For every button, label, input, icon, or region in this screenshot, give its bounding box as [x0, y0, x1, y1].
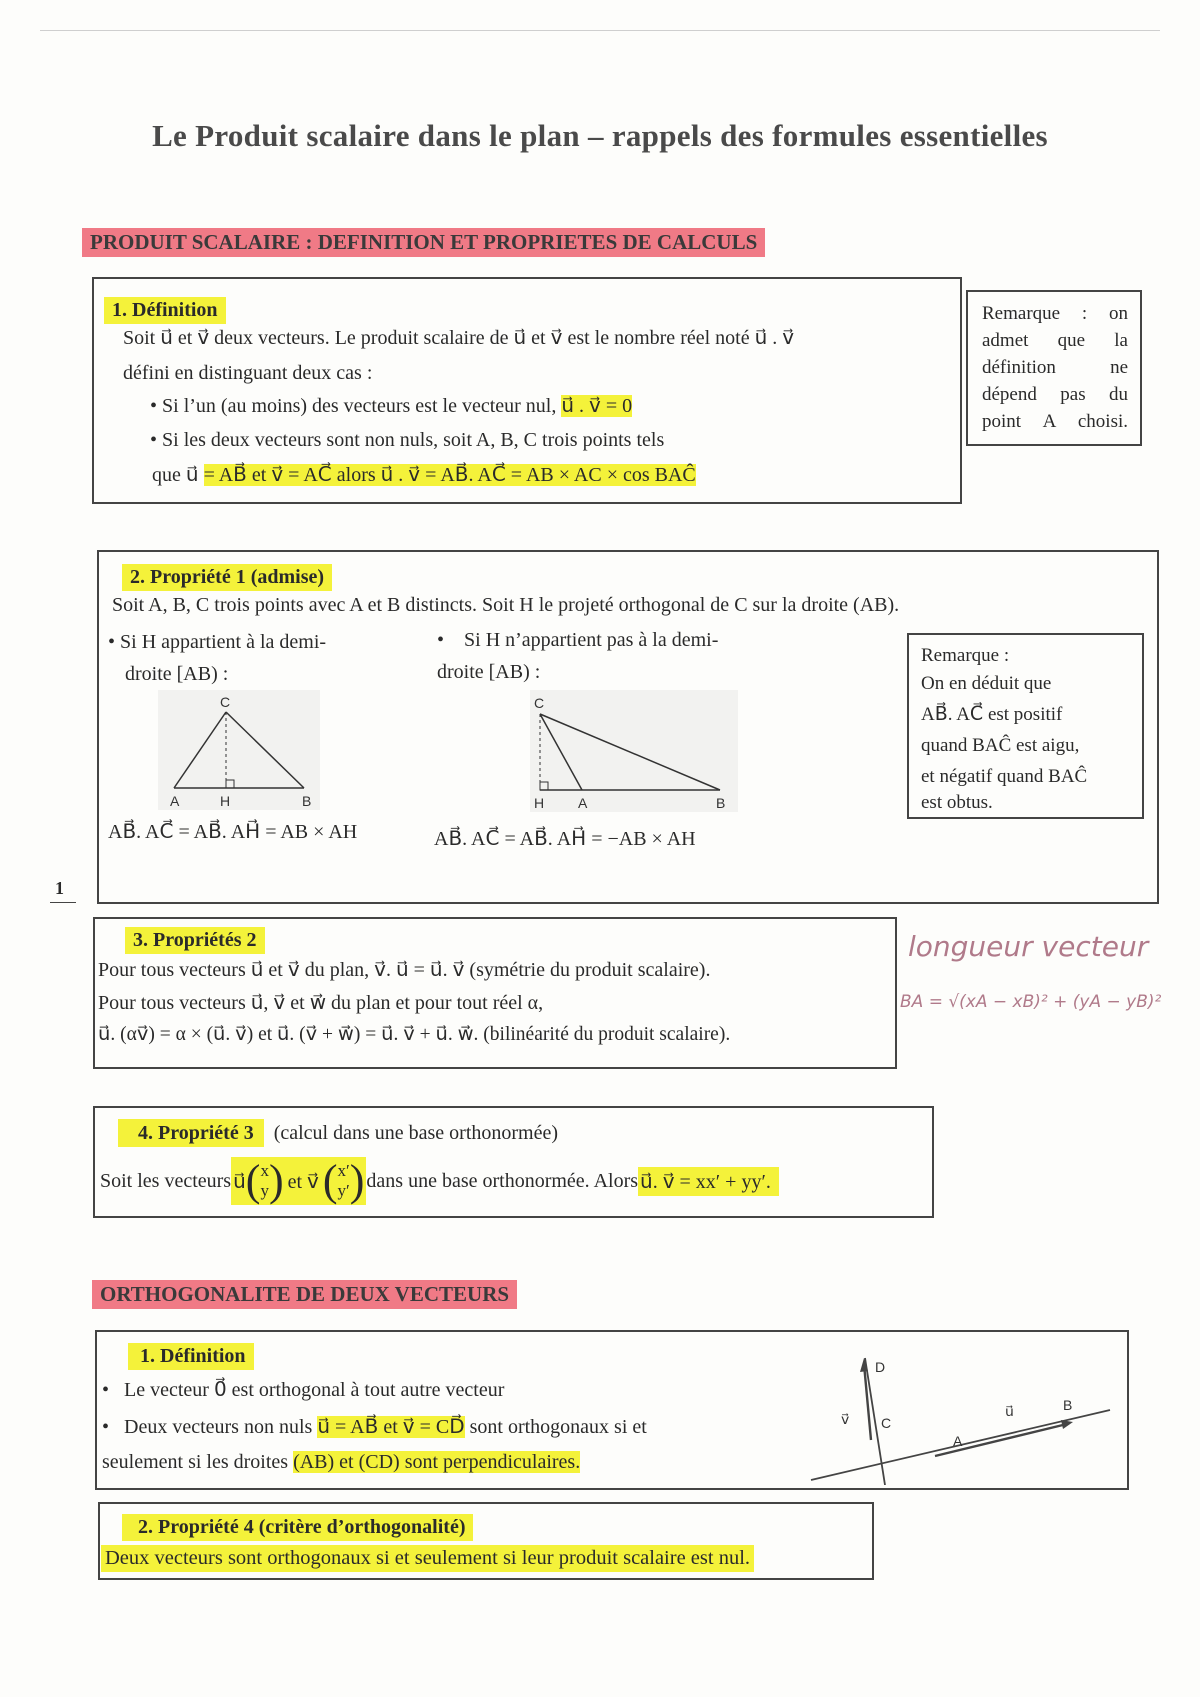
proprietes-2-heading: 3. Propriétés 2	[125, 927, 265, 954]
vector-u-column	[260, 1161, 269, 1201]
paren-open: (	[245, 1156, 261, 1205]
label-v: v⃗	[841, 1411, 850, 1427]
orthogonalite-bullet-1-text: Le vecteur 0⃗ est orthogonal à tout autre vecteur	[124, 1379, 505, 1401]
vector-v-column	[338, 1161, 350, 1201]
orthogonalite-line-3-pre: seulement si les droites	[102, 1451, 294, 1473]
propriete-3-post: dans une base orthonormée. Alors	[366, 1169, 639, 1192]
definition-formula: = AB⃗ et v⃗ = AC⃗ alors u⃗ . v⃗ = AB⃗. AC⃗ = AB × AC × cos BAĈ	[203, 464, 696, 486]
definition-bullet-1-formula: u⃗ . v⃗ = 0	[561, 395, 633, 417]
remark-1-text: Remarque : on admet que la définition ne dépend pas du point A choisi.	[982, 303, 1128, 432]
case-2-line-2: droite [AB) :	[437, 661, 541, 683]
page-title: Le Produit scalaire dans le plan – rappels des formules essentielles	[152, 118, 1048, 153]
case-1-line-1-text: Si H appartient à la demi-	[120, 631, 327, 653]
case-1-line-1	[108, 632, 326, 652]
propriete-1-intro: Soit A, B, C trois points avec A et B distincts. Soit H le projeté orthogonal de C sur la droite (AB).	[112, 594, 900, 616]
remark-2-line-4: quand BAĈ est aigu,	[921, 735, 1080, 756]
bullet-dot: •	[150, 429, 163, 451]
propriete-3-heading: 4. Propriété 3	[118, 1119, 264, 1147]
propriete-3-statement	[100, 1152, 779, 1210]
orthogonalite-bullet-1	[102, 1380, 504, 1400]
remark-box-2	[907, 633, 1144, 819]
paren-close: )	[349, 1156, 365, 1205]
vector-u-x: x	[260, 1161, 269, 1180]
label-a: A	[578, 795, 588, 811]
case-2-line-1-text: Si H n’appartient pas à la demi-	[464, 629, 719, 651]
definition-line-5-text: que u⃗	[152, 464, 204, 486]
orthogonalite-bullet-2-pre: Deux vecteurs non nuls	[124, 1416, 318, 1438]
propriete-3-heading-line	[118, 1123, 558, 1143]
remark-2-line-5: et négatif quand BAĈ	[921, 766, 1088, 787]
definition-bullet-2-text: Si les deux vecteurs sont non nuls, soit A, B, C trois points tels	[162, 429, 665, 451]
page-number-rule	[50, 902, 76, 903]
paren-close: )	[268, 1156, 284, 1205]
remark-2-line-6: est obtus.	[921, 792, 993, 813]
bullet-dot: •	[102, 1379, 125, 1401]
handwritten-note-title: longueur vecteur	[908, 930, 1149, 963]
remark-2-line-3: AB⃗. AC⃗ est positif	[921, 704, 1063, 725]
orthogonality-figure	[805, 1350, 1115, 1485]
propriete-4-text: Deux vecteurs sont orthogonaux si et seulement si leur produit scalaire est nul.	[101, 1545, 754, 1572]
definition-bullet-1	[150, 396, 632, 416]
proprietes-2-line-1: Pour tous vecteurs u⃗ et v⃗ du plan, v⃗. u⃗ = u⃗. v⃗ (symétrie du produit scalaire).	[98, 959, 711, 981]
vector-u-y: y	[260, 1181, 269, 1200]
vector-v-y: y′	[337, 1181, 350, 1200]
definition-line-1: Soit u⃗ et v⃗ deux vecteurs. Le produit scalaire de u⃗ et v⃗ est le nombre réel noté u⃗ . v⃗	[123, 327, 795, 349]
label-b: B	[716, 795, 726, 811]
definition-line-2: défini en distinguant deux cas :	[123, 362, 373, 384]
orthogonalite-line-3-highlight: (AB) et (CD) sont perpendiculaires.	[293, 1451, 581, 1473]
page-number: 1	[55, 878, 64, 898]
proprietes-2-line-2: Pour tous vecteurs u⃗, v⃗ et w⃗ du plan et pour tout réel α,	[98, 992, 544, 1014]
vector-u-coords	[231, 1157, 366, 1205]
label-a: A	[170, 793, 180, 809]
vector-u-label: u⃗	[233, 1170, 246, 1193]
paren-open: (	[322, 1156, 338, 1205]
section-heading-produit-scalaire: PRODUIT SCALAIRE : DEFINITION ET PROPRIETES DE CALCULS	[82, 228, 765, 257]
proprietes-2-line-3: u⃗. (αv⃗) = α × (u⃗. v⃗) et u⃗. (v⃗ + w⃗) = u⃗. v⃗ + u⃗. w⃗. (bilinéarité du produit scalaire).	[98, 1024, 731, 1045]
label-h: H	[220, 793, 231, 809]
propriete-3-note: (calcul dans une base orthonormée)	[273, 1122, 559, 1144]
triangle-figure-2	[530, 690, 738, 812]
propriete-1-formula-1: AB⃗. AC⃗ = AB⃗. AH⃗ = AB × AH	[108, 821, 358, 843]
case-1-line-2: droite [AB) :	[125, 663, 229, 685]
bullet-dot: •	[102, 1416, 125, 1438]
propriete-3-pre: Soit les vecteurs	[100, 1169, 232, 1192]
remark-2-line-2: On en déduit que	[921, 673, 1052, 694]
definition-heading: 1. Définition	[104, 297, 226, 324]
remark-2-line-1: Remarque :	[921, 645, 1010, 666]
orthogonalite-bullet-2-formula: u⃗ = AB⃗ et v⃗ = CD⃗	[317, 1416, 465, 1438]
label-b: B	[1063, 1397, 1073, 1413]
vector-u-arrowhead	[1061, 1420, 1073, 1429]
vector-v-x: x′	[337, 1161, 350, 1180]
bullet-dot: •	[437, 629, 465, 651]
orthogonalite-bullet-2	[102, 1417, 647, 1437]
propriete-1-formula-2: AB⃗. AC⃗ = AB⃗. AH⃗ = −AB × AH	[434, 828, 696, 850]
label-h: H	[534, 795, 545, 811]
orthogonalite-line-3	[102, 1452, 580, 1472]
figure-1-background	[158, 690, 320, 810]
label-d: D	[875, 1359, 886, 1375]
label-b: B	[302, 793, 312, 809]
case-2-line-1	[437, 630, 718, 650]
definition-bullet-1-text: Si l’un (au moins) des vecteurs est le vecteur nul,	[162, 395, 562, 417]
definition-line-5	[152, 465, 696, 485]
definition-bullet-2	[150, 430, 664, 450]
bullet-dot: •	[108, 631, 121, 653]
label-c: C	[534, 695, 545, 711]
remark-box-1	[966, 290, 1142, 446]
bullet-dot: •	[150, 395, 163, 417]
propriete-1-heading: 2. Propriété 1 (admise)	[122, 564, 332, 591]
propriete-3-result: u⃗. v⃗ = xx′ + yy′.	[638, 1167, 779, 1196]
label-a: A	[953, 1433, 963, 1449]
propriete-4-heading: 2. Propriété 4 (critère d’orthogonalité)	[122, 1514, 473, 1541]
page-top-rule	[40, 30, 1160, 31]
label-u: u⃗	[1005, 1403, 1014, 1419]
remark-2-text	[909, 635, 1142, 814]
triangle-figure-1	[158, 690, 320, 810]
label-c: C	[220, 694, 231, 710]
handwritten-note-formula: BA = √(xA − xB)² + (yA − yB)²	[900, 992, 1162, 1012]
section-heading-orthogonalite: ORTHOGONALITE DE DEUX VECTEURS	[92, 1280, 517, 1309]
orthogonalite-definition-heading: 1. Définition	[128, 1343, 254, 1370]
orthogonalite-bullet-2-post: sont orthogonaux si et	[464, 1416, 647, 1438]
label-c: C	[881, 1415, 892, 1431]
vector-v-label: et v⃗	[287, 1170, 319, 1193]
